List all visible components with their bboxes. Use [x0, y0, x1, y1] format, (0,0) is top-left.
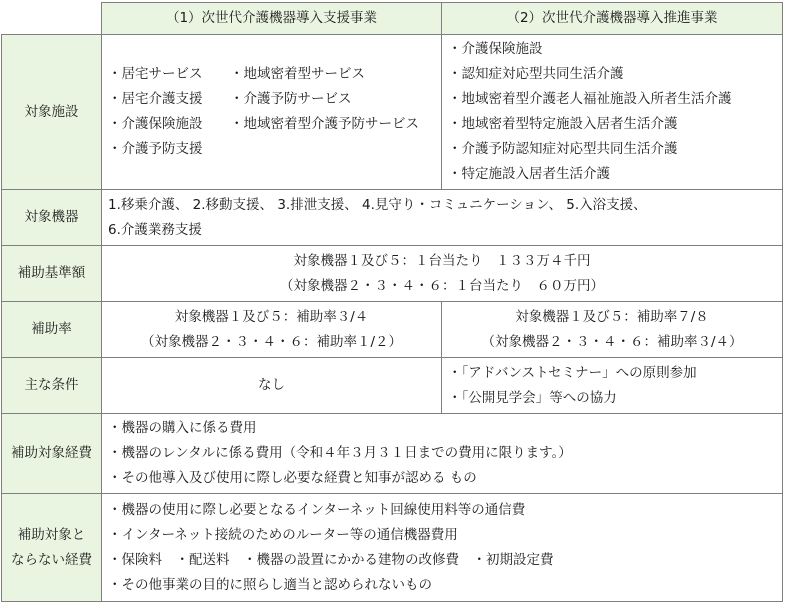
label-devices: 対象機器: [2, 190, 102, 246]
label-eligible-costs: 補助対象経費: [2, 414, 102, 494]
subsidy-rate-line: （対象機器２・３・４・６：補助率１/２）: [140, 333, 403, 350]
eligible-cost-item: ・その他導入及び使用に際し必要な経費と知事が認める もの: [108, 470, 477, 486]
facilities-col1: [102, 35, 442, 190]
row-conditions: [2, 358, 783, 414]
subsidy-rate-line: 対象機器１及び５：補助率３/４: [174, 308, 369, 325]
subsidy-rate-line: 対象機器１及び５：補助率７/８: [515, 308, 709, 325]
label-subsidy-base: 補助基準額: [2, 246, 102, 302]
label-conditions: 主な条件: [2, 358, 102, 414]
row-devices: [2, 190, 783, 246]
subsidy-base-content: [102, 246, 783, 302]
label-ineligible-line2: ならない経費: [11, 551, 92, 568]
row-facilities: [2, 35, 783, 190]
row-eligible-costs: [2, 414, 783, 494]
facility-item: ・地域密着型サービス: [230, 66, 365, 82]
facility-item: ・認知症対応型共同生活介護: [448, 66, 624, 82]
facility-item: ・介護保険施設: [448, 41, 543, 57]
ineligible-costs-content: [102, 494, 783, 602]
subsidy-rate-col1: [102, 302, 442, 358]
header-corner: [2, 3, 102, 35]
subsidy-base-line: 対象機器１及び５：１台当たり １３３万４千円: [293, 252, 591, 269]
devices-line: 1.移乗介護、 2.移動支援、 3.排泄支援、 4.見守り・コミュニケーション、 5.入浴支援、: [108, 196, 647, 213]
facility-item: ・地域密着型特定施設入居者生活介護: [448, 116, 678, 132]
conditions-col1: なし: [102, 358, 442, 414]
eligible-cost-item: ・機器のレンタルに係る費用（令和４年３月３１日までの費用に限ります。）: [108, 445, 572, 461]
header-col1: （1）次世代介護機器導入支援事業: [102, 3, 442, 35]
row-subsidy-rate: [2, 302, 783, 358]
ineligible-cost-item: ・機器の使用に際し必要となるインターネット回線使用料等の通信費: [108, 501, 526, 518]
facilities-col2: [442, 35, 783, 190]
devices-content: [102, 190, 783, 246]
facility-item: ・特定施設入居者生活介護: [448, 166, 610, 182]
facility-item: ・介護予防サービス: [230, 91, 352, 107]
label-ineligible-costs: [2, 494, 102, 602]
facility-item: ・介護予防支援: [108, 141, 203, 157]
eligible-cost-item: ・機器の購入に係る費用: [108, 420, 257, 436]
devices-line: 6.介護業務支援: [108, 221, 202, 238]
facility-item: ・居宅介護支援: [108, 91, 203, 107]
conditions-col2: [442, 358, 783, 414]
condition-item: ・「公開見学会」等への協力: [448, 389, 617, 406]
header-col2: （2）次世代介護機器導入推進事業: [442, 3, 783, 35]
row-subsidy-base: [2, 246, 783, 302]
subsidy-table: [1, 2, 783, 602]
facility-item: ・居宅サービス: [108, 66, 203, 82]
label-ineligible-line1: 補助対象と: [17, 526, 86, 543]
ineligible-cost-item: ・インターネット接続のためのルーター等の通信機器費用: [108, 526, 458, 543]
facility-item: ・介護保険施設: [108, 116, 203, 132]
label-facilities: 対象施設: [2, 35, 102, 190]
subsidy-base-line: （対象機器２・３・４・６：１台当たり ６０万円）: [280, 277, 604, 294]
facility-item: ・介護予防認知症対応型共同生活介護: [448, 141, 678, 157]
facility-item: ・地域密着型介護老人福祉施設入所者生活介護: [448, 91, 732, 107]
condition-item: ・「アドバンストセミナー」への原則参加: [448, 364, 697, 381]
ineligible-cost-item: ・保険料 ・配送料 ・機器の設置にかかる建物の改修費 ・初期設定費: [108, 551, 554, 568]
subsidy-rate-col2: [442, 302, 783, 358]
ineligible-cost-item: ・その他事業の目的に照らし適当と認められないもの: [108, 576, 432, 593]
header-row: [2, 3, 783, 35]
row-ineligible-costs: [2, 494, 783, 602]
subsidy-rate-line: （対象機器２・３・４・６：補助率３/４）: [481, 333, 743, 350]
label-subsidy-rate: 補助率: [2, 302, 102, 358]
eligible-costs-content: [102, 414, 783, 494]
facility-item: ・地域密着型介護予防サービス: [230, 116, 419, 132]
